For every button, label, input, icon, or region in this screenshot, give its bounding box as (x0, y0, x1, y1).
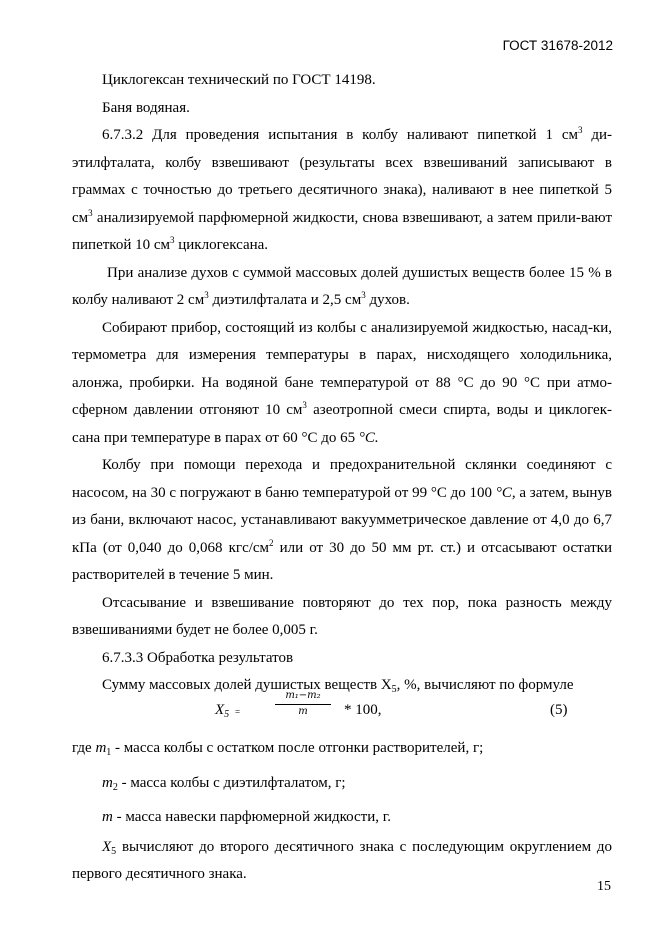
text-italic: m (102, 774, 113, 791)
text-span: При анализе духов с суммой массовых долей душистых веществ более 15 % в колбу наливают 2 см (72, 264, 612, 308)
text-span: - масса навески парфюмерной жидкости, г. (112, 809, 391, 825)
subscript: 5 (111, 845, 117, 857)
text-italic: m (95, 740, 107, 756)
text-span: X (215, 702, 225, 718)
formula-number: (5) (550, 702, 568, 718)
formula-lhs (215, 697, 229, 725)
legend-m1 (72, 735, 612, 763)
text-span: Циклогексан технический по ГОСТ 14198. (102, 72, 376, 88)
text-span: циклогексана. (174, 237, 269, 253)
page-number: 15 (597, 879, 611, 894)
superscript: 3 (577, 125, 583, 135)
text-span: Отсасывание и взвешивание повторяют до тех пор, пока разность между взвешиваниями будет не более 0,005 г. (72, 594, 612, 638)
subscript: 1 (106, 747, 112, 758)
text-span: или от 30 до 50 мм рт. ст.) и отсасывают остатки растворителей в течение 5 мин. (72, 539, 612, 583)
paragraph-6-7-3-2 (72, 122, 612, 260)
text-span: анализируемой парфюмерной жидкости, снова взвешивают, а затем прили-вают пипеткой 10 см (72, 209, 612, 253)
formula-denominator: m (298, 706, 308, 717)
text-span: 6.7.3.2 Для проведения испытания в колбу наливают пипеткой 1 см (102, 127, 578, 143)
superscript: 3 (204, 290, 209, 300)
subscript: 2 (112, 781, 118, 793)
text-span: азеотропной смеси спирта, воды и циклогек-сана при температуре в парах от 60 °С до 65 (72, 402, 612, 446)
legend-m2 (72, 770, 612, 798)
paragraph-cyclohexane (72, 67, 612, 95)
formula-equals: = (235, 707, 241, 717)
text-span: где (72, 740, 96, 756)
text-italic: °С, (495, 484, 516, 501)
text-span: Сумму массовых долей душистых веществ X (102, 677, 392, 693)
text-italic: X (102, 838, 112, 855)
text-span: - масса колбы с диэтилфталатом, г; (117, 774, 346, 791)
standard-header: ГОСТ 31678-2012 (502, 38, 613, 53)
text-span: вычисляют до второго десятичного знака с последующим округлением до первого десятичного знака. (72, 838, 612, 882)
superscript: 2 (269, 537, 274, 548)
text-span: ди-этилфталата, колбу взвешивают (результаты всех взвешиваний записывают в граммах с точностью до третьего десятичного знака), наливают в нее пипеткой 5 см (72, 127, 613, 226)
superscript: 3 (361, 290, 366, 300)
formula-multiplier: * 100, (344, 702, 382, 718)
paragraph-rounding (72, 834, 612, 889)
text-italic: °С. (358, 429, 379, 446)
text-italic: m (102, 809, 113, 825)
paragraph-apparatus (72, 315, 612, 453)
text-span: духов. (365, 292, 410, 308)
text-span: а затем, вынув из бани, включают насос, устанавливают вакуумметрическое давление от 4,0 до 6,7 кПа (от 0,040 до 0,068 кгс/см (72, 484, 613, 556)
paragraph-vacuum (72, 452, 612, 590)
section-heading-6-7-3-3 (72, 645, 612, 673)
superscript: 3 (170, 235, 175, 245)
subscript: 5 (391, 684, 397, 695)
formula-legend (72, 735, 612, 889)
formula-block (72, 683, 612, 733)
text-span: - масса колбы с остатком после отгонки растворителей, г; (111, 740, 484, 756)
formula-5 (72, 683, 612, 733)
text-span: диэтилфталата и 2,5 см (208, 292, 362, 308)
superscript: 3 (88, 207, 93, 218)
paragraph-water-bath (72, 95, 612, 123)
paragraph-repeat (72, 590, 612, 645)
text-span: , %, вычисляют по формуле (396, 677, 574, 693)
text-span: 6.7.3.3 Обработка результатов (102, 649, 294, 666)
text-span: Собирают прибор, состоящий из колбы с анализируемой жидкостью, насад-ки, термометра для измерения температуры в парах, нисходящего холодильника, алонжа, пробирки. На водяной бане температурой от 88 °С до 90 °С при атмо-сферном давлении отгоняют 10 см (72, 319, 612, 418)
body-text-top (72, 67, 612, 700)
paragraph-perfume-analysis (72, 260, 612, 315)
superscript: 3 (302, 400, 307, 410)
legend-m (72, 804, 612, 832)
subscript: 5 (224, 709, 230, 720)
formula-numerator: m₁−m₂ (275, 689, 331, 705)
text-span: Баня водяная. (102, 99, 190, 116)
text-span: Колбу при помощи перехода и предохранительной склянки соединяют с насосом, на 30 с погружают в баню температурой от 99 °С до 100 (72, 457, 612, 501)
formula-fraction (275, 689, 331, 719)
